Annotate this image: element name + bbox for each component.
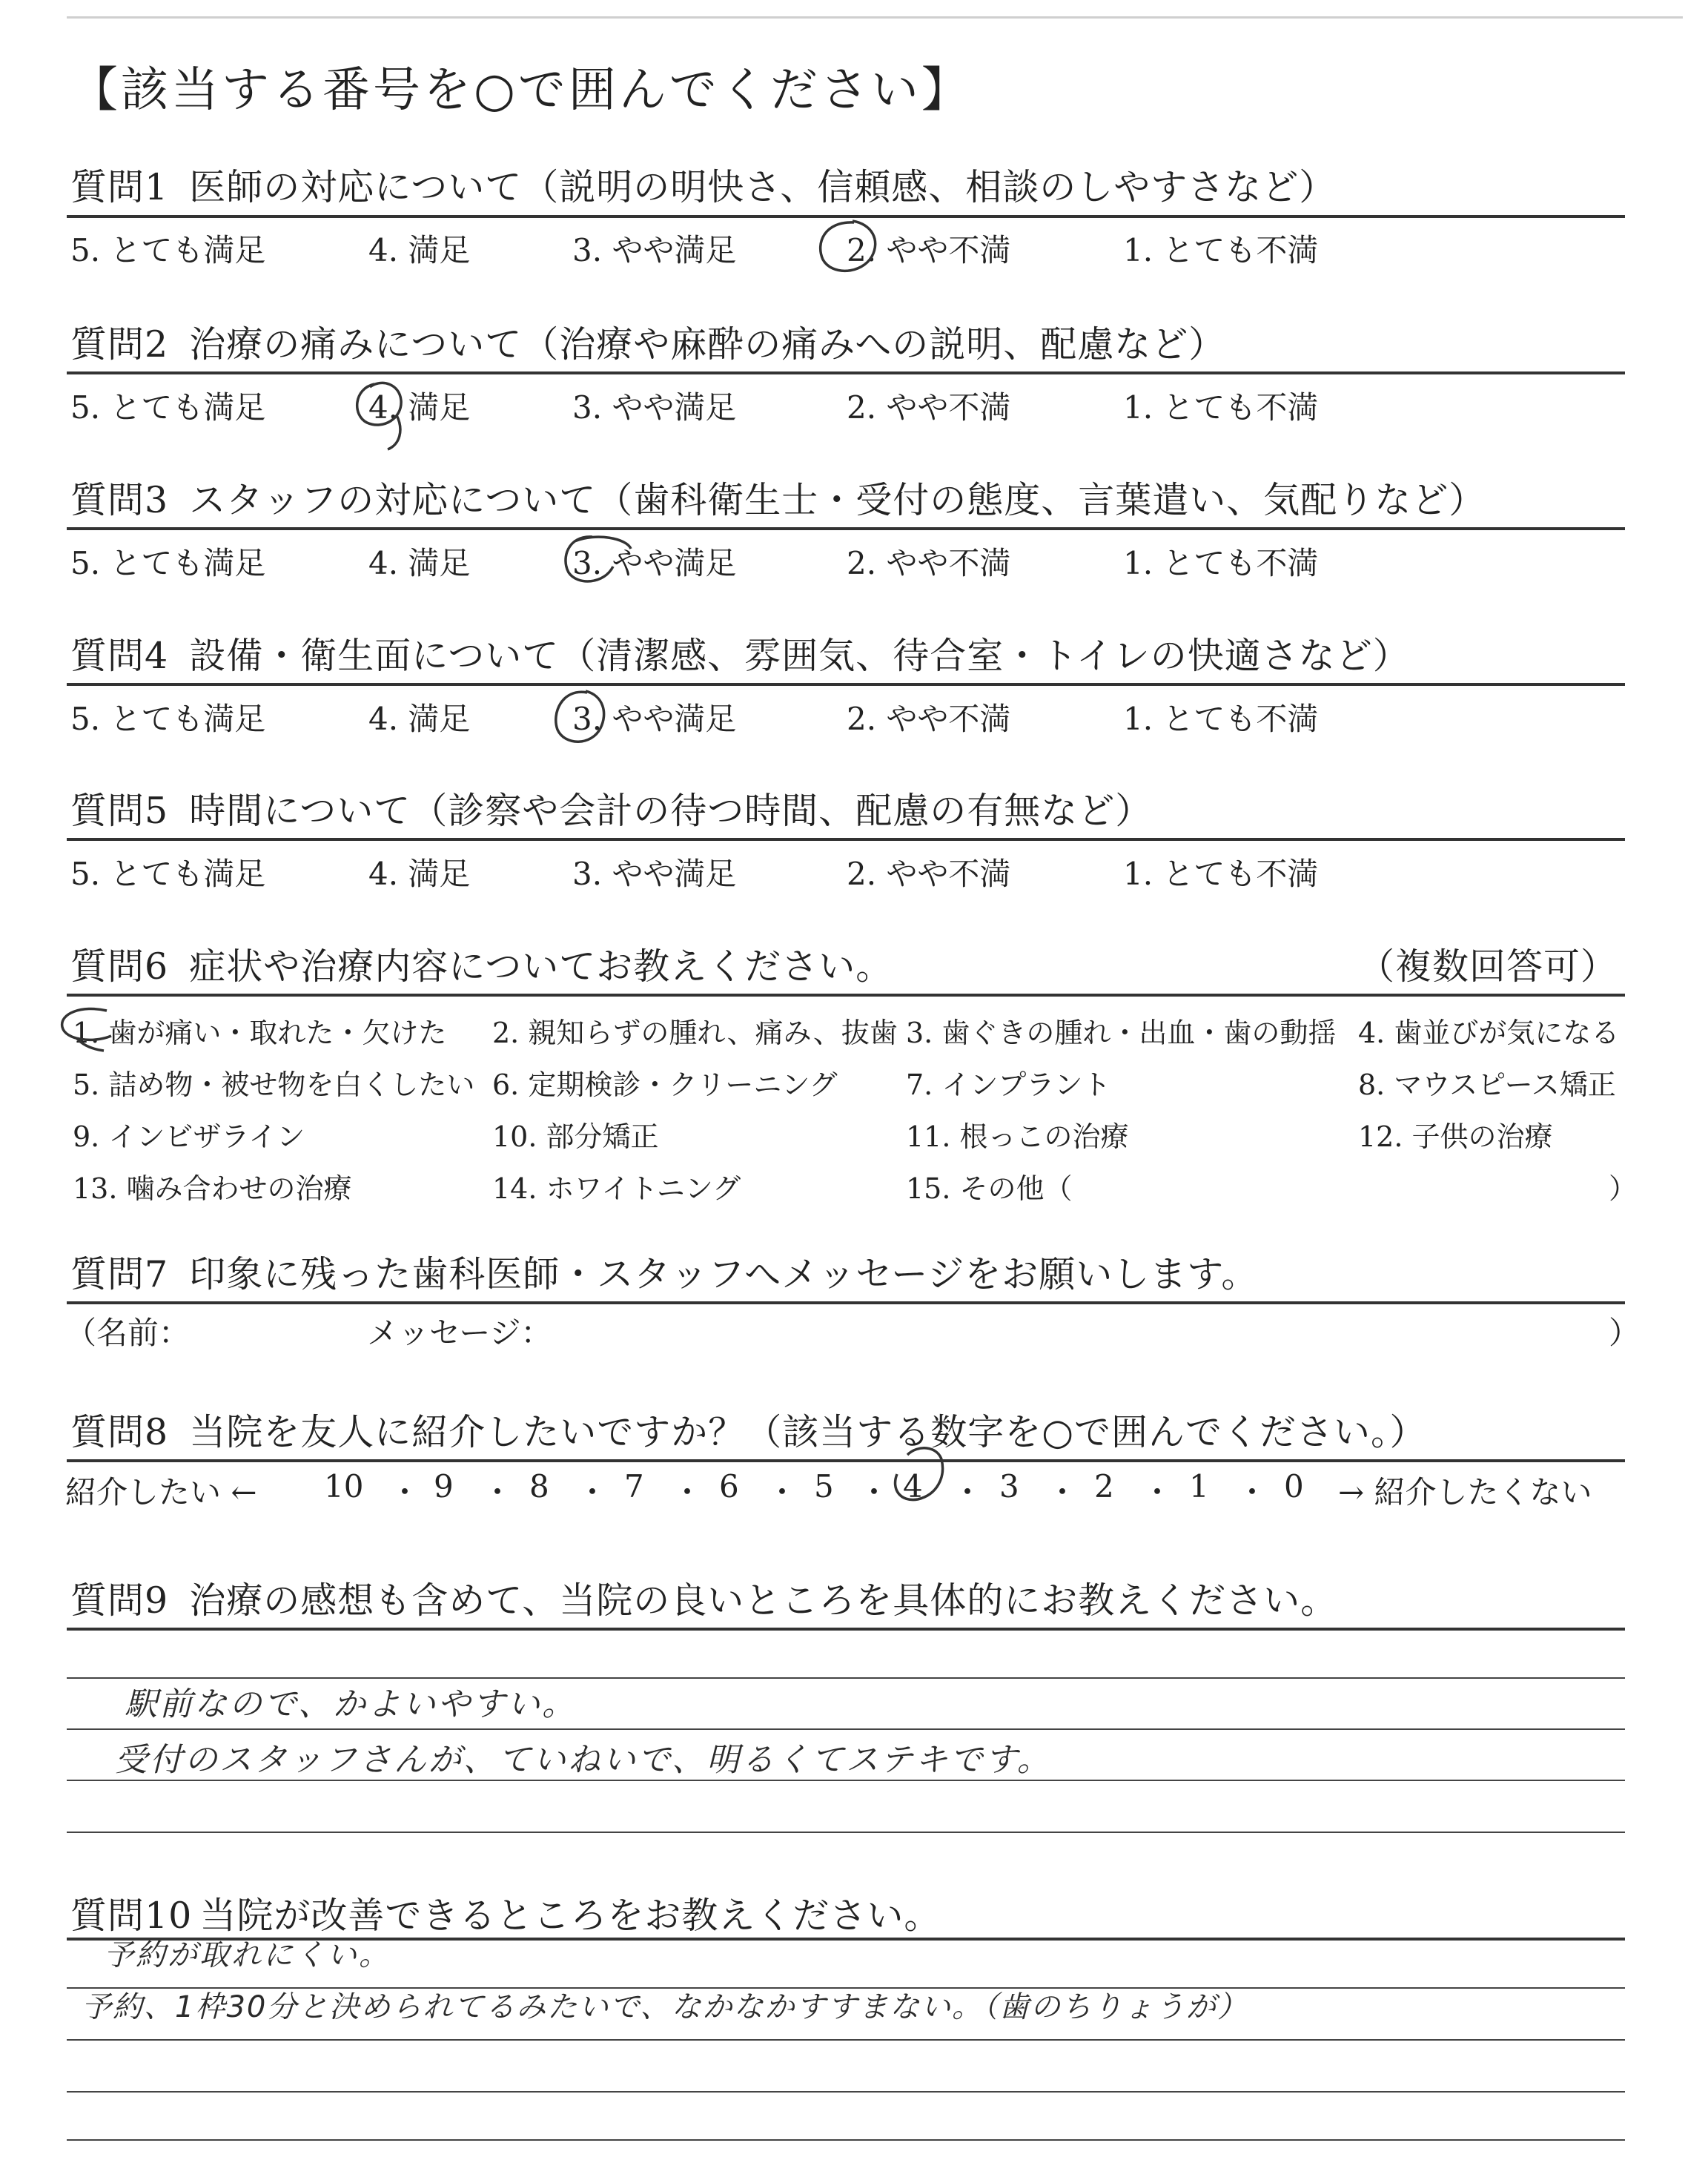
question-2-rule: [67, 371, 1625, 374]
question-number: 質問1: [70, 166, 169, 208]
scale-separator: ・: [1047, 1474, 1079, 1510]
scale-0[interactable]: 0: [1284, 1468, 1304, 1505]
q6-other-close-paren: ）: [1609, 1172, 1638, 1205]
q2-option-2[interactable]: 2. やや不満: [847, 389, 1011, 426]
question-text: 治療の感想も含めて、当院の良いところを具体的にお教えください。: [189, 1579, 1338, 1622]
q4-selection-circle: [541, 681, 630, 755]
q4-option-5[interactable]: 5. とても満足: [70, 701, 266, 737]
q6-item-13[interactable]: 13. 噛み合わせの治療: [73, 1172, 352, 1205]
scale-1[interactable]: 1: [1189, 1468, 1209, 1505]
q10-handwritten-answer-1[interactable]: 予約が取れにくい。: [104, 1938, 391, 1972]
question-3-rule: [67, 527, 1625, 530]
q3-option-1[interactable]: 1. とても不満: [1123, 545, 1319, 581]
q5-option-4[interactable]: 4. 満足: [368, 856, 471, 892]
q7-message-label[interactable]: メッセージ：: [367, 1315, 552, 1351]
scale-6[interactable]: 6: [719, 1468, 739, 1505]
q6-item-8[interactable]: 8. マウスピース矯正: [1358, 1069, 1616, 1101]
scale-separator: ・: [1142, 1474, 1174, 1510]
scale-separator: ・: [389, 1474, 421, 1510]
question-number: 質問8: [70, 1411, 169, 1453]
q6-item-9[interactable]: 9. インビザライン: [73, 1120, 305, 1153]
q3-selection-circle: [552, 526, 641, 593]
q10-handwritten-answer-2[interactable]: 予約、1枠30分と決められてるみたいで、なかなかすすまない。（歯のちりょうが）: [82, 1990, 1248, 2024]
answer-line: [67, 1832, 1625, 1833]
q8-selection-circle: [875, 1437, 956, 1519]
page-top-border: [67, 16, 1683, 19]
question-8-heading: [70, 1404, 1426, 1456]
question-number: 質問3: [70, 479, 169, 521]
q4-option-1[interactable]: 1. とても不満: [1123, 701, 1319, 737]
question-number: 質問5: [70, 790, 169, 832]
question-9-rule: [67, 1628, 1625, 1631]
q1-option-3[interactable]: 3. やや満足: [572, 232, 737, 268]
scale-separator: ・: [482, 1474, 514, 1510]
q6-item-12[interactable]: 12. 子供の治療: [1358, 1120, 1553, 1153]
scale-5[interactable]: 5: [814, 1468, 834, 1505]
scale-2[interactable]: 2: [1094, 1468, 1114, 1505]
scale-separator: ・: [577, 1474, 609, 1510]
scale-separator: ・: [767, 1474, 798, 1510]
q2-option-3[interactable]: 3. やや満足: [572, 389, 737, 426]
page-title: 【該当する番号を○で囲んでください】: [70, 63, 972, 118]
question-4-heading: [70, 627, 1410, 679]
question-6-rule: [67, 994, 1625, 997]
question-text: 設備・衛生面について（清潔感、雰囲気、待合室・トイレの快適さなど）: [189, 635, 1410, 677]
q6-item-10[interactable]: 10. 部分矯正: [492, 1120, 659, 1153]
question-number: 質問9: [70, 1579, 169, 1622]
question-9-heading: [70, 1572, 1337, 1624]
q4-option-4[interactable]: 4. 満足: [368, 701, 471, 737]
q1-selection-circle: [810, 214, 898, 284]
q6-item-7[interactable]: 7. インプラント: [906, 1069, 1111, 1101]
answer-line: [67, 1728, 1625, 1730]
q7-close-paren: ）: [1609, 1315, 1641, 1351]
question-5-rule: [67, 838, 1625, 841]
q2-selection-circle: [345, 371, 434, 460]
question-1-heading: [70, 159, 1336, 211]
q9-handwritten-answer-2[interactable]: 受付のスタッフさんが、ていねいで、明るくてステキです。: [115, 1741, 1052, 1779]
scale-separator: ・: [858, 1474, 890, 1510]
question-text: 時間について（診察や会計の待つ時間、配慮の有無など）: [189, 790, 1153, 832]
q6-item-15-other[interactable]: 15. その他（: [906, 1172, 1073, 1205]
scale-3[interactable]: 3: [999, 1468, 1019, 1505]
answer-line: [67, 2139, 1625, 2141]
q1-option-1[interactable]: 1. とても不満: [1123, 232, 1319, 268]
scale-4[interactable]: 4: [903, 1468, 923, 1505]
q6-selection-circle: [52, 997, 133, 1057]
q4-option-2[interactable]: 2. やや不満: [847, 701, 1011, 737]
recommend-left-label: 紹介したい ←: [65, 1474, 257, 1510]
question-2-heading: [70, 316, 1225, 368]
q6-item-11[interactable]: 11. 根っこの治療: [906, 1120, 1129, 1153]
question-text: 当院が改善できるところをお教えください。: [199, 1895, 941, 1937]
q9-handwritten-answer-1[interactable]: 駅前なので、かよいやすい。: [125, 1685, 577, 1723]
question-text: 医師の対応について（説明の明快さ、信頼感、相談のしやすさなど）: [189, 166, 1337, 208]
question-text: 症状や治療内容についてお教えください。: [189, 945, 893, 988]
q1-option-2[interactable]: 2. やや不満: [847, 232, 1011, 268]
q7-name-label[interactable]: （名前：: [65, 1315, 191, 1351]
recommend-right-label: → 紹介したくない: [1338, 1474, 1592, 1510]
question-text: 印象に残った歯科医師・スタッフへメッセージをお願いします。: [189, 1253, 1259, 1295]
q1-option-5[interactable]: 5. とても満足: [70, 232, 266, 268]
q6-item-14[interactable]: 14. ホワイトニング: [492, 1172, 741, 1205]
question-text: スタッフの対応について（歯科衛生士・受付の態度、言葉遣い、気配りなど）: [189, 479, 1486, 521]
question-text: 当院を友人に紹介したいですか？（該当する数字を○で囲んでください。）: [189, 1411, 1427, 1453]
question-3-heading: [70, 472, 1486, 524]
answer-line: [67, 2091, 1625, 2093]
q6-item-2[interactable]: 2. 親知らずの腫れ、痛み、抜歯: [492, 1017, 898, 1049]
question-5-heading: [70, 782, 1152, 834]
scale-7[interactable]: 7: [624, 1468, 644, 1505]
q5-option-2[interactable]: 2. やや不満: [847, 856, 1011, 892]
scale-separator: ・: [672, 1474, 704, 1510]
multiple-answer-note: （複数回答可）: [1358, 945, 1618, 988]
question-8-rule: [67, 1459, 1625, 1462]
q2-option-5[interactable]: 5. とても満足: [70, 389, 266, 426]
question-number: 質問2: [70, 323, 169, 366]
answer-line: [67, 2039, 1625, 2041]
q5-option-5[interactable]: 5. とても満足: [70, 856, 266, 892]
q5-option-3[interactable]: 3. やや満足: [572, 856, 737, 892]
question-6-heading: [70, 938, 893, 990]
question-number: 質問6: [70, 945, 169, 988]
q3-option-2[interactable]: 2. やや不満: [847, 545, 1011, 581]
question-7-rule: [67, 1301, 1625, 1304]
question-number: 質問7: [70, 1253, 169, 1295]
scale-9[interactable]: 9: [434, 1468, 454, 1505]
question-7-heading: [70, 1246, 1258, 1298]
scale-separator: ・: [952, 1474, 984, 1510]
q1-option-4[interactable]: 4. 満足: [368, 232, 471, 268]
q5-option-1[interactable]: 1. とても不満: [1123, 856, 1319, 892]
q2-option-4[interactable]: 4. 満足: [368, 389, 471, 426]
question-number: 質問10: [70, 1895, 193, 1937]
q3-option-4[interactable]: 4. 満足: [368, 545, 471, 581]
question-number: 質問4: [70, 635, 169, 677]
q6-item-5[interactable]: 5. 詰め物・被せ物を白くしたい: [73, 1069, 475, 1101]
scale-10[interactable]: 10: [324, 1468, 364, 1505]
scale-8[interactable]: 8: [529, 1468, 549, 1505]
question-text: 治療の痛みについて（治療や麻酔の痛みへの説明、配慮など）: [189, 323, 1226, 366]
question-4-rule: [67, 683, 1625, 686]
q3-option-3[interactable]: 3. やや満足: [572, 545, 737, 581]
q6-item-6[interactable]: 6. 定期検診・クリーニング: [492, 1069, 838, 1101]
q6-item-4[interactable]: 4. 歯並びが気になる: [1358, 1017, 1620, 1049]
q6-item-1[interactable]: 1. 歯が痛い・取れた・欠けた: [73, 1017, 447, 1049]
q3-option-5[interactable]: 5. とても満足: [70, 545, 266, 581]
q4-option-3[interactable]: 3. やや満足: [572, 701, 737, 737]
scale-separator: ・: [1237, 1474, 1268, 1510]
q6-item-3[interactable]: 3. 歯ぐきの腫れ・出血・歯の動揺: [906, 1017, 1337, 1049]
q2-option-1[interactable]: 1. とても不満: [1123, 389, 1319, 426]
